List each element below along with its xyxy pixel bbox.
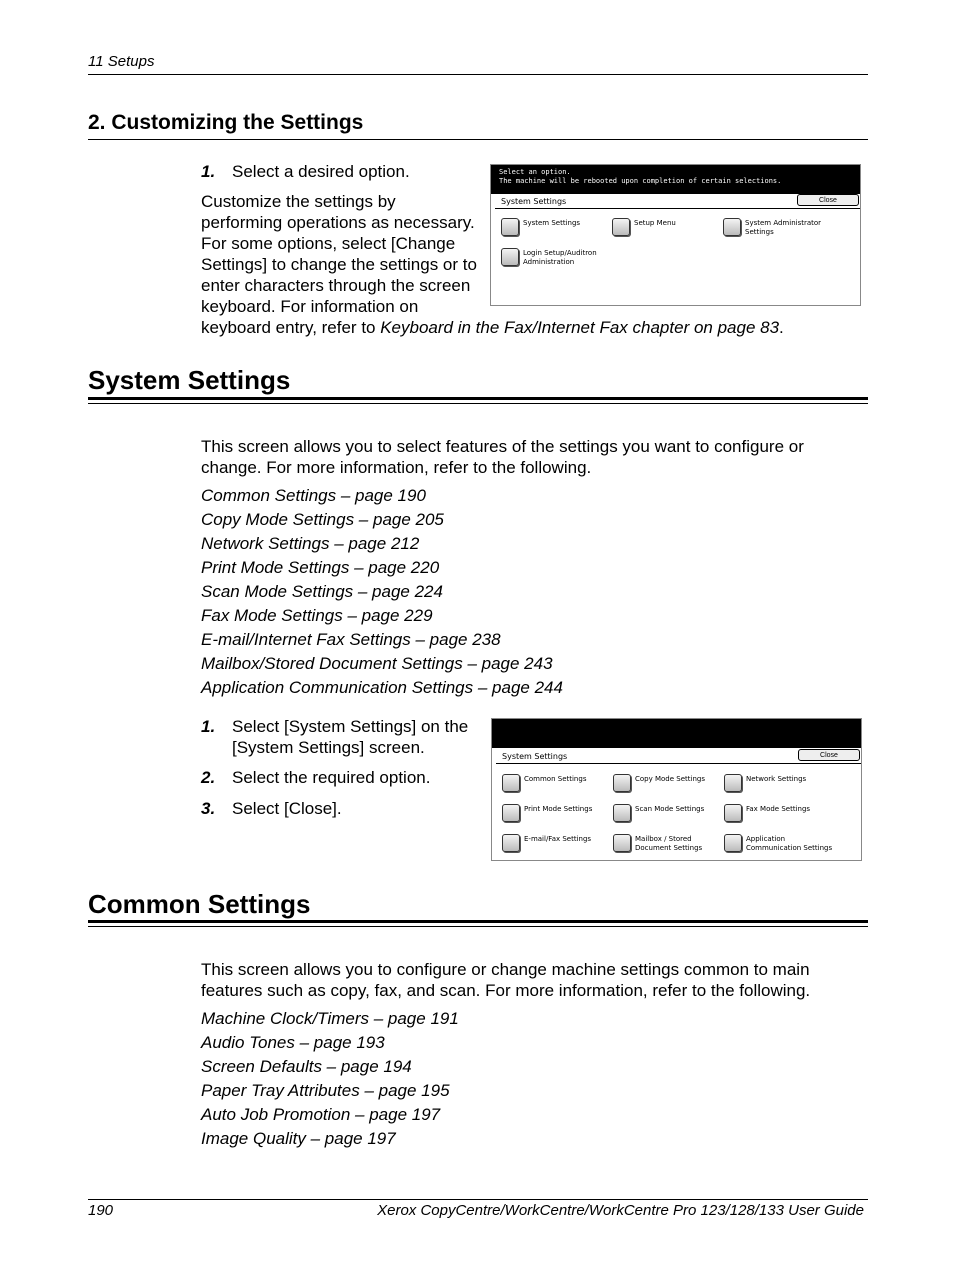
screen-message-area [492, 719, 861, 748]
step-1 [201, 716, 468, 758]
link-common-settings[interactable]: Common Settings – page 190 [201, 486, 426, 505]
section-heading-common-settings: Common Settings [88, 889, 311, 919]
cross-reference-link[interactable]: Keyboard in the Fax/Internet Fax chapter on page 83 [380, 318, 780, 337]
button-label: System Settings [523, 219, 581, 227]
step-text: Select [Close]. [232, 799, 342, 818]
button-icon [724, 834, 742, 852]
screen-title: System Settings [502, 752, 568, 761]
ui-screen-setup-menu [490, 164, 861, 306]
link-email-fax-settings[interactable]: E-mail/Internet Fax Settings – page 238 [201, 630, 501, 649]
intro-line: change. For more information, refer to the following. [201, 458, 592, 477]
print-mode-settings-button[interactable] [502, 804, 592, 822]
system-link-list [201, 484, 563, 700]
button-label: Network Settings [746, 775, 807, 783]
link-machine-clock-timers[interactable]: Machine Clock/Timers – page 191 [201, 1009, 459, 1028]
link-mailbox-settings[interactable]: Mailbox/Stored Document Settings – page 243 [201, 654, 553, 673]
link-fax-mode-settings[interactable]: Fax Mode Settings – page 229 [201, 606, 433, 625]
link-auto-job-promotion[interactable]: Auto Job Promotion – page 197 [201, 1105, 441, 1124]
link-copy-mode-settings[interactable]: Copy Mode Settings – page 205 [201, 510, 444, 529]
step-number: 3. [201, 799, 216, 818]
network-settings-button[interactable] [724, 774, 806, 792]
section-rule [88, 139, 868, 140]
para-line: performing operations as necessary. [201, 213, 475, 232]
link-print-mode-settings[interactable]: Print Mode Settings – page 220 [201, 558, 440, 577]
button-icon [613, 804, 631, 822]
section-heading-customizing: 2. Customizing the Settings [88, 111, 364, 134]
link-image-quality[interactable]: Image Quality – page 197 [201, 1129, 396, 1148]
close-button[interactable]: Close [797, 194, 859, 206]
button-label: Print Mode Settings [524, 805, 593, 813]
customize-paragraph [201, 191, 491, 317]
button-label: Application Communication Settings [746, 835, 833, 852]
intro-line: This screen allows you to configure or change machine settings common to main [201, 960, 810, 979]
common-link-list [201, 1007, 459, 1151]
button-label: Mailbox / Stored Document Settings [635, 835, 703, 852]
intro-line: features such as copy, fax, and scan. For more information, refer to the following. [201, 981, 811, 1000]
link-scan-mode-settings[interactable]: Scan Mode Settings – page 224 [201, 582, 443, 601]
button-icon [501, 248, 519, 266]
step-number: 1. [201, 717, 216, 736]
intro-line: This screen allows you to select features of the settings you want to configure or [201, 437, 804, 456]
step-text: Select a desired option. [232, 162, 410, 181]
button-icon [502, 804, 520, 822]
button-icon [613, 774, 631, 792]
button-icon [501, 218, 519, 236]
step-number: 2. [201, 768, 216, 787]
heading-double-rule [88, 920, 868, 927]
screen-title-bar [496, 749, 861, 764]
ui-screen-system-settings [491, 718, 862, 861]
para-text: . [779, 318, 784, 337]
button-icon [502, 774, 520, 792]
para-line: Settings] to change the settings or to [201, 255, 477, 274]
button-label: Login Setup/Auditron Administration [523, 249, 597, 266]
button-icon [724, 804, 742, 822]
common-settings-button[interactable] [502, 774, 586, 792]
step-2 [201, 767, 430, 788]
screen-title-bar [495, 194, 860, 209]
application-communication-settings-button[interactable] [724, 834, 832, 853]
button-icon [502, 834, 520, 852]
para-line: For some options, select [Change [201, 234, 456, 253]
close-button[interactable]: Close [798, 749, 860, 761]
button-label: System Administrator Settings [745, 219, 822, 236]
button-icon [613, 834, 631, 852]
common-intro [201, 959, 810, 1001]
copy-mode-settings-button[interactable] [613, 774, 705, 792]
button-label: Setup Menu [634, 219, 676, 227]
step-text: Select the required option. [232, 768, 431, 787]
system-settings-button[interactable] [501, 218, 580, 236]
button-icon [724, 774, 742, 792]
link-screen-defaults[interactable]: Screen Defaults – page 194 [201, 1057, 412, 1076]
button-icon [723, 218, 741, 236]
step-text: Select [System Settings] on the [232, 717, 469, 736]
screen-message: The machine will be rebooted upon completion of certain selections. [499, 177, 782, 185]
screen-message: Select an option. [499, 168, 571, 176]
mailbox-stored-document-settings-button[interactable] [613, 834, 702, 853]
button-label: Copy Mode Settings [635, 775, 705, 783]
footer-rule [88, 1199, 868, 1200]
screen-message-area [491, 165, 860, 194]
running-header: 11 Setups [88, 53, 155, 70]
link-paper-tray-attributes[interactable]: Paper Tray Attributes – page 195 [201, 1081, 450, 1100]
fax-mode-settings-button[interactable] [724, 804, 810, 822]
page-number: 190 [88, 1202, 114, 1219]
customize-paragraph-last [201, 317, 784, 338]
button-label: E-mail/Fax Settings [524, 835, 592, 843]
heading-double-rule [88, 397, 868, 404]
guide-title: Xerox CopyCentre/WorkCentre/WorkCentre Pro 123/128/133 User Guide [377, 1202, 864, 1219]
button-label: Fax Mode Settings [746, 805, 811, 813]
para-line: Customize the settings by [201, 192, 396, 211]
system-administrator-settings-button[interactable] [723, 218, 821, 237]
header-rule [88, 74, 868, 75]
scan-mode-settings-button[interactable] [613, 804, 704, 822]
link-audio-tones[interactable]: Audio Tones – page 193 [201, 1033, 385, 1052]
button-label: Scan Mode Settings [635, 805, 705, 813]
step-text: [System Settings] screen. [232, 738, 425, 757]
button-icon [612, 218, 630, 236]
para-text: keyboard entry, refer to [201, 318, 381, 337]
step-1 [201, 161, 410, 182]
login-setup-button[interactable] [501, 248, 597, 267]
step-number: 1. [201, 162, 216, 181]
link-application-communication-settings[interactable]: Application Communication Settings – page 244 [201, 678, 563, 697]
screen-title: System Settings [501, 197, 567, 206]
section-heading-system-settings: System Settings [88, 365, 291, 395]
button-label: Common Settings [524, 775, 587, 783]
para-line: enter characters through the screen [201, 276, 471, 295]
system-intro [201, 436, 804, 478]
para-line: keyboard. For information on [201, 297, 419, 316]
link-network-settings[interactable]: Network Settings – page 212 [201, 534, 420, 553]
step-3 [201, 798, 342, 819]
email-fax-settings-button[interactable] [502, 834, 591, 852]
setup-menu-button[interactable] [612, 218, 676, 236]
